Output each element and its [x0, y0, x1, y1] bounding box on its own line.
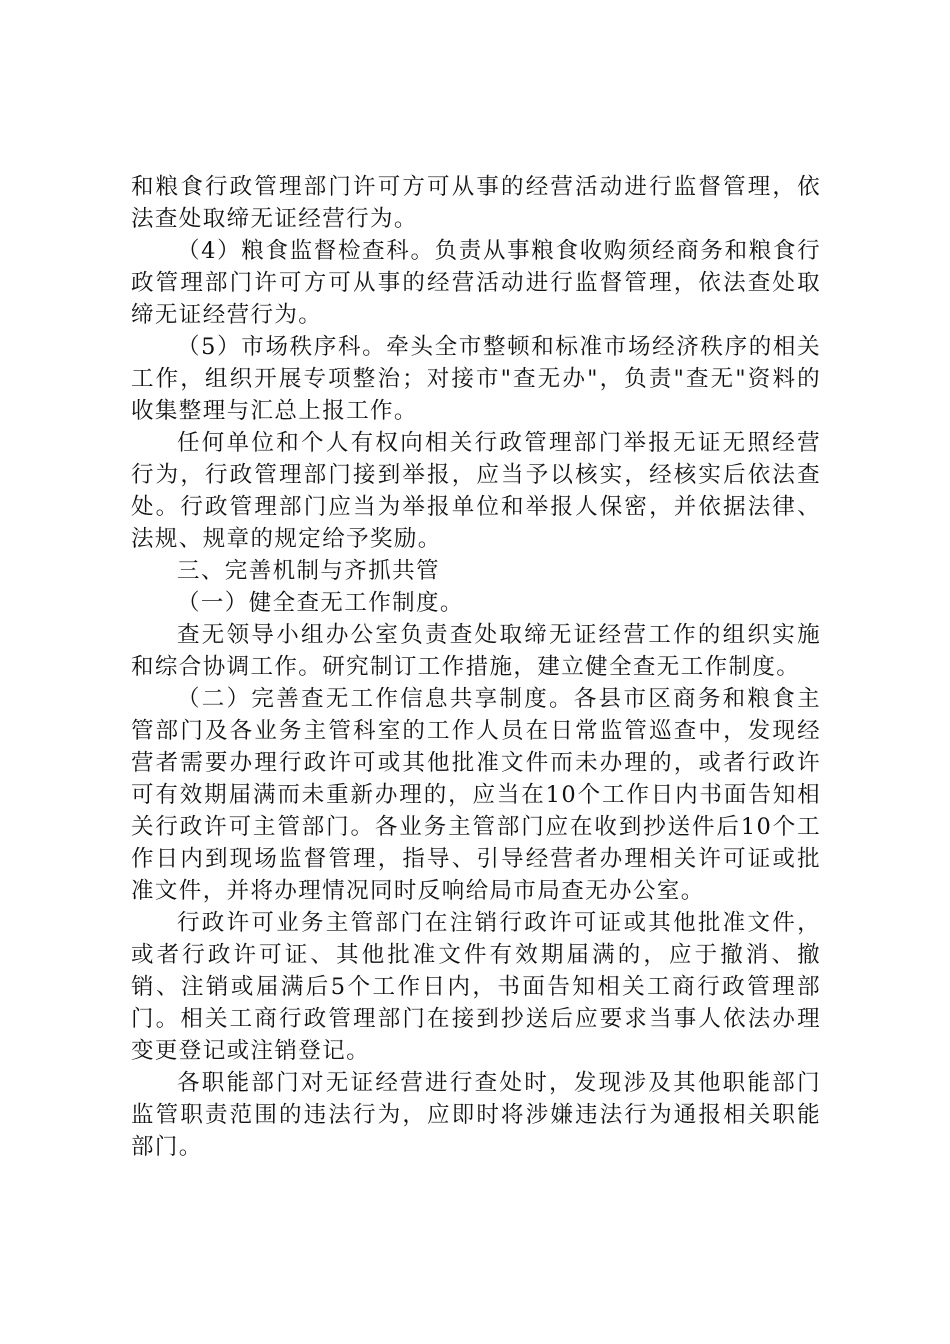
paragraph-information-sharing: （二）完善查无工作信息共享制度。各县市区商务和粮食主管部门及各业务主管科室的工作人员在日常监管巡查中，发现经营者需要办理行政许可或其他批准文件而未办理的，或者行政许可有效期届满而未重新办理的，应当在10个工作日内书面告知相关行政许可主管部门。各业务主管部门应在收到抄送件后10个工作日内到现场监督管理，指导、引导经营者办理相关许可证或批准文件，并将办理情况同时反响给局市局查无办公室。	[131, 686, 821, 904]
paragraph-license-cancellation: 行政许可业务主管部门在注销行政许可证或其他批准文件，或者行政许可证、其他批准文件有效期届满的，应于撤消、撤销、注销或届满后5个工作日内，书面告知相关工商行政管理部门。相关工商行政管理部门在接到抄送后应要求当事人依法办理变更登记或注销登记。	[131, 910, 821, 1064]
paragraph-cross-department-notice: 各职能部门对无证经营进行查处时，发现涉及其他职能部门监管职责范围的违法行为，应即时将涉嫌违法行为通报相关职能部门。	[131, 1070, 821, 1160]
subheading-work-system: （一）健全查无工作制度。	[177, 590, 464, 616]
document-body	[131, 171, 821, 1163]
section-heading-mechanism: 三、完善机制与齐抓共管	[177, 558, 440, 584]
paragraph-leading-group-office: 查无领导小组办公室负责查处取缔无证经营工作的组织实施和综合协调工作。研究制订工作措施，建立健全查无工作制度。	[131, 622, 821, 680]
paragraph-reporting-rights: 任何单位和个人有权向相关行政管理部门举报无证无照经营行为，行政管理部门接到举报，应当予以核实，经核实后依法查处。行政管理部门应当为举报单位和举报人保密，并依据法律、法规、规章的规定给予奖励。	[131, 430, 821, 552]
paragraph-continuation: 和粮食行政管理部门许可方可从事的经营活动进行监督管理，依法查处取缔无证经营行为。	[131, 174, 821, 232]
paragraph-market-order-section: （5）市场秩序科。牵头全市整顿和标准市场经济秩序的相关工作，组织开展专项整治；对接市"查无办"，负责"查无"资料的收集整理与汇总上报工作。	[131, 334, 821, 424]
paragraph-grain-inspection-section: （4）粮食监督检查科。负责从事粮食收购须经商务和粮食行政管理部门许可方可从事的经营活动进行监督管理，依法查处取缔无证经营行为。	[131, 238, 821, 328]
